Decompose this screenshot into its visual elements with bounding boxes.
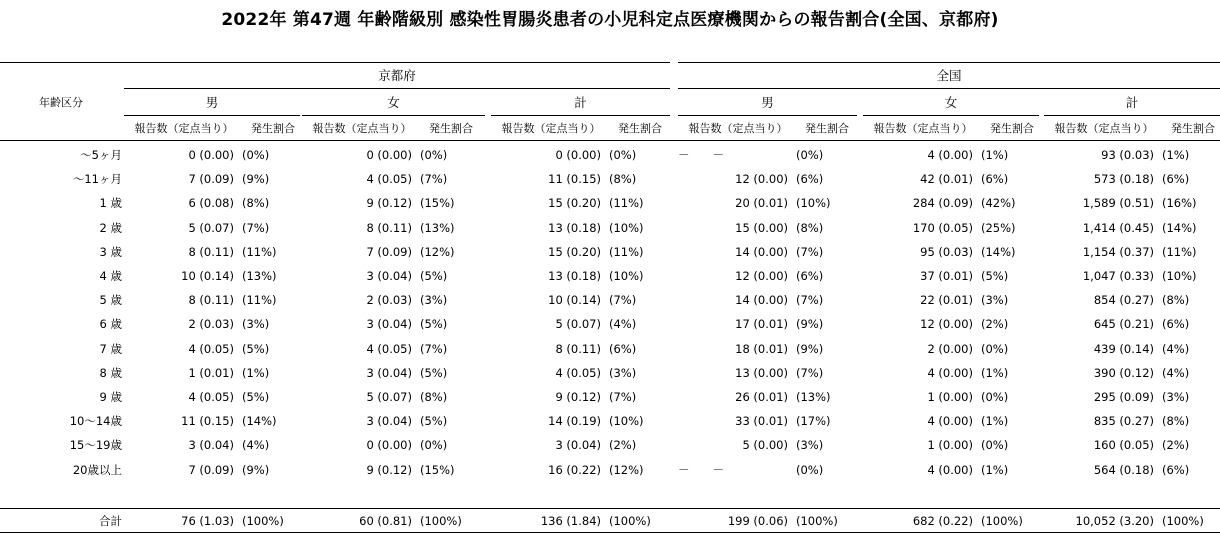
sex-header: 計 <box>1125 95 1139 110</box>
rule-top-left <box>0 62 670 63</box>
region-header: 京都府 <box>378 68 416 83</box>
sex-header: 男 <box>205 95 219 110</box>
count-cell: 60 (0.81) <box>359 514 412 528</box>
count-cell: 0 (0.00) <box>555 148 601 162</box>
rate-cell: (3%) <box>1162 390 1190 404</box>
rate-cell: (5%) <box>420 414 448 428</box>
rule-top-right <box>678 62 1220 63</box>
count-cell: 13 (0.18) <box>548 269 601 283</box>
count-cell: 2 (0.03) <box>366 293 412 307</box>
count-cell: 6 (0.08) <box>188 196 234 210</box>
rate-cell: (0%) <box>796 148 824 162</box>
age-label: 8 歳 <box>99 366 122 380</box>
count-cell: 3 (0.04) <box>366 414 412 428</box>
count-cell: 11 (0.15) <box>548 172 601 186</box>
count-cell: 37 (0.01) <box>920 269 973 283</box>
count-cell: 1 (0.01) <box>188 366 234 380</box>
rate-cell: (3%) <box>420 293 448 307</box>
region-header: 全国 <box>936 68 962 83</box>
count-cell: 13 (0.18) <box>548 221 601 235</box>
rate-cell: (13%) <box>796 390 831 404</box>
count-cell: 15 (0.20) <box>548 245 601 259</box>
count-cell: 5 (0.07) <box>555 317 601 331</box>
age-label: ～5ヶ月 <box>80 148 122 162</box>
rate-cell: (15%) <box>420 463 455 477</box>
rate-cell: (7%) <box>609 293 637 307</box>
count-cell: 26 (0.01) <box>735 390 788 404</box>
count-cell: 564 (0.18) <box>1093 463 1154 477</box>
count-cell: 76 (1.03) <box>181 514 234 528</box>
count-cell: 4 (0.00) <box>927 414 973 428</box>
rate-cell: (25%) <box>981 221 1016 235</box>
rate-cell: (1%) <box>981 414 1009 428</box>
count-cell: 1,414 (0.45) <box>1082 221 1154 235</box>
rate-cell: (4%) <box>242 438 270 452</box>
rate-cell: (1%) <box>981 463 1009 477</box>
rate-cell: (17%) <box>796 414 831 428</box>
count-cell: 5 (0.07) <box>366 390 412 404</box>
rate-cell: (8%) <box>796 221 824 235</box>
rate-cell: (0%) <box>242 148 270 162</box>
count-cell: 4 (0.05) <box>366 172 412 186</box>
rate-cell: (11%) <box>242 245 277 259</box>
count-cell: 854 (0.27) <box>1093 293 1154 307</box>
count-cell: 4 (0.00) <box>927 463 973 477</box>
count-cell: 9 (0.12) <box>555 390 601 404</box>
rule-sex <box>491 115 670 116</box>
count-cell: 7 (0.09) <box>188 172 234 186</box>
rate-cell: (10%) <box>1162 269 1197 283</box>
rate-cell: (12%) <box>609 463 644 477</box>
rate-cell: (0%) <box>420 148 448 162</box>
count-cell: 4 (0.05) <box>366 342 412 356</box>
rate-cell: (12%) <box>420 245 455 259</box>
count-cell: 3 (0.04) <box>366 317 412 331</box>
count-cell: 8 (0.11) <box>366 221 412 235</box>
rate-cell: (8%) <box>420 390 448 404</box>
rate-cell: (4%) <box>609 317 637 331</box>
rate-cell: (11%) <box>242 293 277 307</box>
rate-cell: (3%) <box>981 293 1009 307</box>
count-cell: 14 (0.00) <box>735 293 788 307</box>
rate-cell: (6%) <box>1162 317 1190 331</box>
subcol-rate-header: 発生割合 <box>251 122 295 135</box>
count-cell: 1,589 (0.51) <box>1082 196 1154 210</box>
rule-region <box>124 88 670 89</box>
rate-cell: (3%) <box>796 438 824 452</box>
rate-cell: (5%) <box>420 269 448 283</box>
sex-header: 計 <box>574 95 587 110</box>
age-label: 1 歳 <box>99 196 122 210</box>
rate-cell: (7%) <box>420 172 448 186</box>
count-cell: 3 (0.04) <box>366 269 412 283</box>
count-cell: 160 (0.05) <box>1093 438 1154 452</box>
rate-cell: (4%) <box>1162 342 1190 356</box>
rate-cell: (10%) <box>796 196 831 210</box>
rate-cell: (100%) <box>609 514 651 528</box>
count-cell: 15 (0.00) <box>735 221 788 235</box>
subcol-rate-header: 発生割合 <box>805 122 849 135</box>
count-cell: 4 (0.05) <box>188 390 234 404</box>
rate-cell: (9%) <box>242 463 270 477</box>
count-cell: 12 (0.00) <box>920 317 973 331</box>
subcol-count-header: 報告数（定点当り） <box>1054 122 1154 135</box>
rule-sex <box>678 115 857 116</box>
rate-cell: (1%) <box>1162 148 1190 162</box>
count-cell: 8 (0.11) <box>188 293 234 307</box>
age-label: 3 歳 <box>99 245 122 259</box>
count-cell: 10,052 (3.20) <box>1075 514 1154 528</box>
count-cell: 22 (0.01) <box>920 293 973 307</box>
count-cell: 835 (0.27) <box>1093 414 1154 428</box>
rate-cell: (11%) <box>1162 245 1197 259</box>
rate-cell: (6%) <box>1162 172 1190 186</box>
count-cell: － － <box>678 148 724 162</box>
rate-cell: (9%) <box>796 342 824 356</box>
count-cell: 10 (0.14) <box>548 293 601 307</box>
count-cell: 42 (0.01) <box>920 172 973 186</box>
rate-cell: (8%) <box>609 172 637 186</box>
count-cell: 5 (0.00) <box>742 438 788 452</box>
rate-cell: (100%) <box>1162 514 1204 528</box>
rate-cell: (14%) <box>242 414 277 428</box>
rule-sex <box>302 115 485 116</box>
count-cell: 199 (0.06) <box>727 514 788 528</box>
rate-cell: (8%) <box>1162 293 1190 307</box>
subcol-count-header: 報告数（定点当り） <box>501 122 601 135</box>
rule-sex <box>1044 115 1220 116</box>
age-label: 20歳以上 <box>72 463 122 477</box>
rate-cell: (16%) <box>1162 196 1197 210</box>
age-label: 15～19歳 <box>69 438 122 452</box>
count-cell: 16 (0.22) <box>548 463 601 477</box>
total-label: 合計 <box>99 514 122 528</box>
subcol-count-header: 報告数（定点当り） <box>688 122 788 135</box>
count-cell: 14 (0.00) <box>735 245 788 259</box>
count-cell: 7 (0.09) <box>188 463 234 477</box>
rate-cell: (4%) <box>1162 366 1190 380</box>
rate-cell: (10%) <box>609 414 644 428</box>
count-cell: 4 (0.05) <box>555 366 601 380</box>
rate-cell: (100%) <box>242 514 284 528</box>
age-label: 7 歳 <box>99 342 122 356</box>
rule-total-top <box>0 508 1220 509</box>
rate-cell: (15%) <box>420 196 455 210</box>
count-cell: 1 (0.00) <box>927 438 973 452</box>
age-label: 5 歳 <box>99 293 122 307</box>
age-label: 9 歳 <box>99 390 122 404</box>
count-cell: 295 (0.09) <box>1093 390 1154 404</box>
rate-cell: (7%) <box>796 245 824 259</box>
rate-cell: (7%) <box>796 366 824 380</box>
rate-cell: (0%) <box>981 390 1009 404</box>
rate-cell: (9%) <box>796 317 824 331</box>
sex-header: 女 <box>387 95 400 110</box>
count-cell: 17 (0.01) <box>735 317 788 331</box>
rate-cell: (42%) <box>981 196 1016 210</box>
count-cell: 0 (0.00) <box>188 148 234 162</box>
count-cell: 4 (0.00) <box>927 366 973 380</box>
rule-region <box>678 88 1220 89</box>
rate-cell: (7%) <box>796 293 824 307</box>
table-title: 2022年 第47週 年齢階級別 感染性胃腸炎患者の小児科定点医療機関からの報告割合(全国、京都府) <box>221 10 999 30</box>
rule-header-bottom <box>0 140 1220 141</box>
count-cell: 95 (0.03) <box>920 245 973 259</box>
rate-cell: (100%) <box>420 514 462 528</box>
rate-cell: (13%) <box>420 221 455 235</box>
rule-sex <box>124 115 300 116</box>
count-cell: 9 (0.12) <box>366 463 412 477</box>
rate-cell: (9%) <box>242 172 270 186</box>
rate-cell: (0%) <box>609 148 637 162</box>
count-cell: 12 (0.00) <box>735 269 788 283</box>
count-cell: 11 (0.15) <box>181 414 234 428</box>
count-cell: 645 (0.21) <box>1093 317 1154 331</box>
rate-cell: (100%) <box>796 514 838 528</box>
sex-header: 男 <box>761 95 774 110</box>
subcol-rate-header: 発生割合 <box>990 122 1034 135</box>
count-cell: 1,047 (0.33) <box>1082 269 1154 283</box>
rate-cell: (6%) <box>981 172 1009 186</box>
rate-cell: (0%) <box>981 342 1009 356</box>
rate-cell: (1%) <box>981 148 1009 162</box>
count-cell: 3 (0.04) <box>366 366 412 380</box>
rate-cell: (5%) <box>242 342 270 356</box>
rate-cell: (7%) <box>609 390 637 404</box>
count-cell: 3 (0.04) <box>188 438 234 452</box>
subcol-rate-header: 発生割合 <box>429 122 473 135</box>
rate-cell: (6%) <box>796 172 824 186</box>
subcol-count-header: 報告数（定点当り） <box>312 122 412 135</box>
rate-cell: (11%) <box>609 196 644 210</box>
count-cell: 682 (0.22) <box>912 514 973 528</box>
rate-cell: (8%) <box>1162 414 1190 428</box>
rate-cell: (5%) <box>420 366 448 380</box>
count-cell: 14 (0.19) <box>548 414 601 428</box>
count-cell: 573 (0.18) <box>1093 172 1154 186</box>
count-cell: 8 (0.11) <box>188 245 234 259</box>
count-cell: 9 (0.12) <box>366 196 412 210</box>
count-cell: 136 (1.84) <box>540 514 601 528</box>
age-label: 10～14歳 <box>69 414 122 428</box>
rate-cell: (0%) <box>796 463 824 477</box>
count-cell: 20 (0.01) <box>735 196 788 210</box>
count-cell: 170 (0.05) <box>912 221 973 235</box>
count-cell: 15 (0.20) <box>548 196 601 210</box>
rate-cell: (14%) <box>1162 221 1197 235</box>
count-cell: 7 (0.09) <box>366 245 412 259</box>
count-cell: 13 (0.00) <box>735 366 788 380</box>
rule-sex <box>863 115 1039 116</box>
rate-cell: (0%) <box>420 438 448 452</box>
count-cell: 2 (0.00) <box>927 342 973 356</box>
count-cell: 2 (0.03) <box>188 317 234 331</box>
subcol-count-header: 報告数（定点当り） <box>134 122 234 135</box>
rate-cell: (11%) <box>609 245 644 259</box>
row-header: 年齢区分 <box>39 96 83 109</box>
rate-cell: (13%) <box>242 269 277 283</box>
rate-cell: (14%) <box>981 245 1016 259</box>
rate-cell: (2%) <box>981 317 1009 331</box>
count-cell: 10 (0.14) <box>181 269 234 283</box>
rate-cell: (8%) <box>242 196 270 210</box>
count-cell: 8 (0.11) <box>555 342 601 356</box>
sex-header: 女 <box>944 95 958 110</box>
rate-cell: (5%) <box>242 390 270 404</box>
age-label: 6 歳 <box>99 317 122 331</box>
rate-cell: (10%) <box>609 221 644 235</box>
rate-cell: (5%) <box>981 269 1009 283</box>
rate-cell: (2%) <box>609 438 637 452</box>
rate-cell: (7%) <box>242 221 270 235</box>
count-cell: 390 (0.12) <box>1093 366 1154 380</box>
rate-cell: (10%) <box>609 269 644 283</box>
count-cell: 0 (0.00) <box>366 438 412 452</box>
count-cell: 0 (0.00) <box>366 148 412 162</box>
subcol-count-header: 報告数（定点当り） <box>873 122 973 135</box>
rate-cell: (3%) <box>242 317 270 331</box>
rate-cell: (2%) <box>1162 438 1190 452</box>
rate-cell: (1%) <box>242 366 270 380</box>
count-cell: 4 (0.05) <box>188 342 234 356</box>
subcol-rate-header: 発生割合 <box>1171 122 1215 135</box>
age-label: 2 歳 <box>99 221 122 235</box>
count-cell: 439 (0.14) <box>1093 342 1154 356</box>
age-label: 4 歳 <box>99 269 122 283</box>
count-cell: 33 (0.01) <box>735 414 788 428</box>
count-cell: 284 (0.09) <box>912 196 973 210</box>
count-cell: 1 (0.00) <box>927 390 973 404</box>
rate-cell: (1%) <box>981 366 1009 380</box>
count-cell: 5 (0.07) <box>188 221 234 235</box>
rate-cell: (6%) <box>1162 463 1190 477</box>
rate-cell: (5%) <box>420 317 448 331</box>
rate-cell: (3%) <box>609 366 637 380</box>
count-cell: 93 (0.03) <box>1101 148 1154 162</box>
count-cell: 12 (0.00) <box>735 172 788 186</box>
subcol-rate-header: 発生割合 <box>618 122 662 135</box>
count-cell: 1,154 (0.37) <box>1082 245 1154 259</box>
count-cell: 3 (0.04) <box>555 438 601 452</box>
age-label: ～11ヶ月 <box>72 172 122 186</box>
rate-cell: (100%) <box>981 514 1023 528</box>
rate-cell: (6%) <box>796 269 824 283</box>
rate-cell: (6%) <box>609 342 637 356</box>
rate-cell: (0%) <box>981 438 1009 452</box>
count-cell: 4 (0.00) <box>927 148 973 162</box>
count-cell: － － <box>678 463 724 477</box>
count-cell: 18 (0.01) <box>735 342 788 356</box>
rate-cell: (7%) <box>420 342 448 356</box>
